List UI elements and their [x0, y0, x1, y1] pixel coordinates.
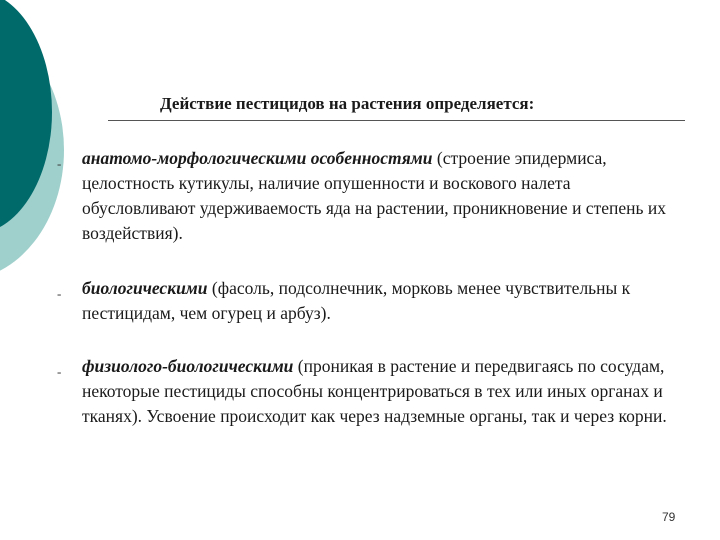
- item-term: анатомо-морфологическими особенностями: [82, 148, 433, 168]
- title-divider: [108, 120, 685, 121]
- item-text: (строение эпидермиса, целостность кутикулы, наличие опушенности и воскового налета обусловливают удерживаемость яда на растении, проникновение и степень их воздействия).: [82, 148, 666, 243]
- item-term: биологическими: [82, 278, 208, 298]
- item-text: (фасоль, подсолнечник, морковь менее чувствительны к пестицидам, чем огурец и арбуз).: [82, 278, 631, 323]
- bullet-marker: -: [57, 286, 62, 301]
- corner-decoration: [0, 0, 80, 300]
- item-term: физиолого-биологическими: [82, 356, 294, 376]
- list-item: [82, 276, 688, 326]
- list-item: [82, 146, 688, 246]
- bullet-marker: -: [57, 364, 62, 379]
- slide-title: Действие пестицидов на растения определяется:: [160, 94, 535, 113]
- item-text: (проникая в растение и передвигаясь по сосудам, некоторые пестициды способны концентрироваться в тех или иных органах и тканях). Усвоение происходит как через надземные органы, так и через корни.: [82, 356, 667, 426]
- list-item: [82, 354, 688, 429]
- page-number: 79: [662, 510, 676, 524]
- bullet-marker: -: [57, 156, 62, 171]
